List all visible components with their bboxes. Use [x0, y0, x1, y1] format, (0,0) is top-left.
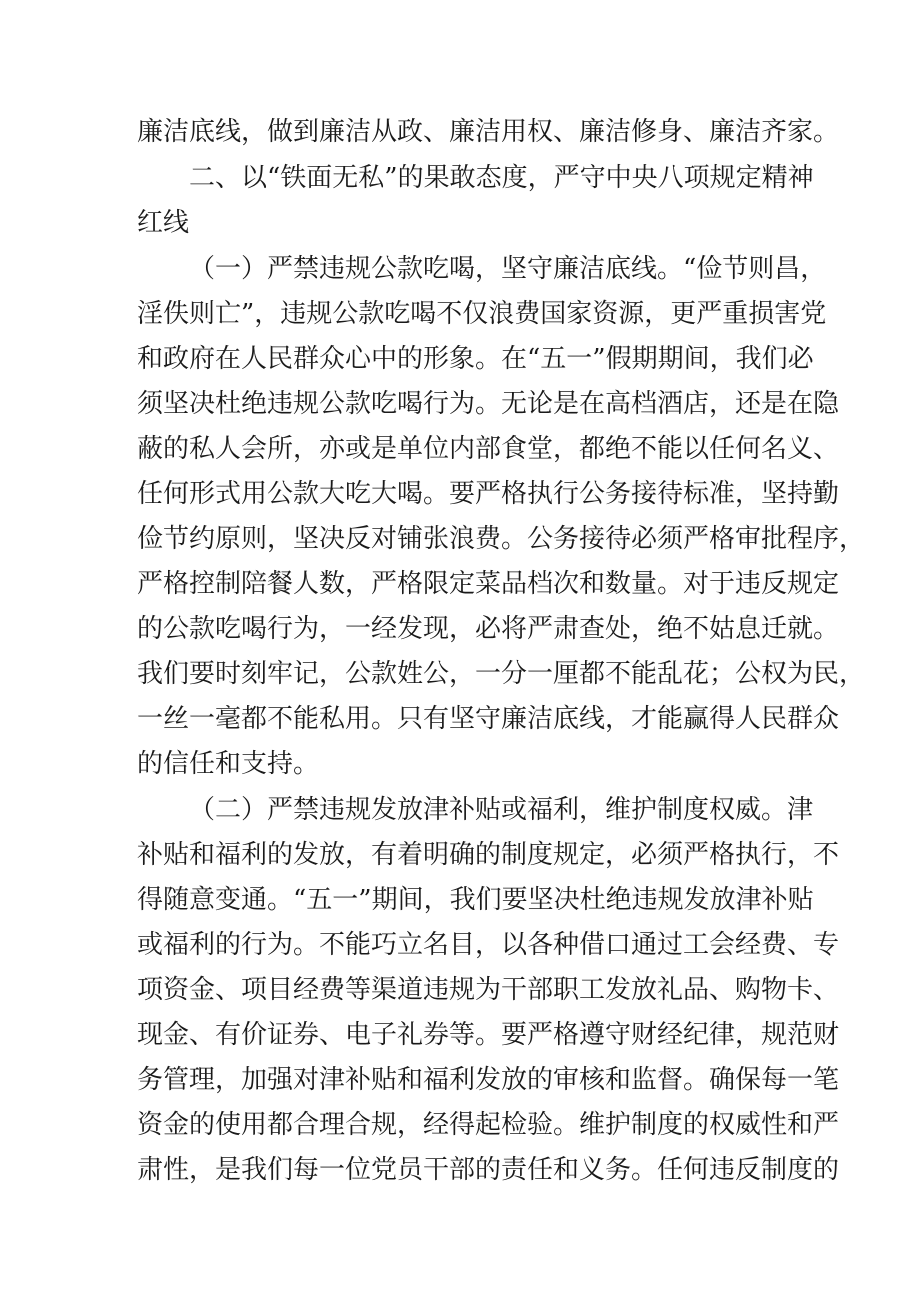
- text-line: 得随意变通。“五一”期间，我们要坚决杜绝违规发放津补贴: [137, 885, 814, 915]
- text-line: 任何形式用公款大吃大喝。要严格执行公务接待标准，坚持勤: [137, 479, 840, 509]
- text-line: 须坚决杜绝违规公款吃喝行为。无论是在高档酒店，还是在隐: [137, 389, 840, 419]
- subsection-heading-line: （一）严禁违规公款吃喝，坚守廉洁底线。“俭节则昌，: [189, 254, 827, 284]
- text-line: 的公款吃喝行为，一经发现，必将严肃查处，绝不姑息迁就。: [137, 614, 840, 644]
- text-line: 廉洁底线，做到廉洁从政、廉洁用权、廉洁修身、廉洁齐家。: [137, 117, 840, 147]
- text-line: 资金的使用都合理合规，经得起检验。维护制度的权威性和严: [137, 1110, 840, 1140]
- text-line: 我们要时刻牢记，公款姓公，一分一厘都不能乱花；公权为民，: [137, 659, 866, 689]
- text-line: 一丝一毫都不能私用。只有坚守廉洁底线，才能赢得人民群众: [137, 704, 840, 734]
- text-line: 和政府在人民群众心中的形象。在“五一”假期期间，我们必: [137, 344, 814, 374]
- subsection-heading-line: （二）严禁违规发放津补贴或福利，维护制度权威。津: [189, 795, 814, 825]
- section-heading-line: 二、以“铁面无私”的果敢态度，严守中央八项规定精神: [189, 163, 814, 193]
- text-line: 现金、有价证券、电子礼券等。要严格遵守财经纪律，规范财: [137, 1020, 840, 1050]
- text-line: 的信任和支持。: [137, 749, 320, 779]
- text-line: 务管理，加强对津补贴和福利发放的审核和监督。确保每一笔: [137, 1065, 840, 1095]
- text-line: 严格控制陪餐人数，严格限定菜品档次和数量。对于违反规定: [137, 569, 840, 599]
- text-line: 淫佚则亡”，违规公款吃喝不仅浪费国家资源，更严重损害党: [137, 299, 827, 329]
- text-line: 俭节约原则，坚决反对铺张浪费。公务接待必须严格审批程序，: [137, 524, 866, 554]
- text-line: 项资金、项目经费等渠道违规为干部职工发放礼品、购物卡、: [137, 975, 840, 1005]
- text-line: 补贴和福利的发放，有着明确的制度规定，必须严格执行，不: [137, 840, 840, 870]
- text-line: 或福利的行为。不能巧立名目，以各种借口通过工会经费、专: [137, 930, 840, 960]
- section-heading-line: 红线: [137, 208, 190, 238]
- text-line: 肃性，是我们每一位党员干部的责任和义务。任何违反制度的: [137, 1155, 840, 1185]
- text-line: 蔽的私人会所，亦或是单位内部食堂，都绝不能以任何名义、: [137, 434, 840, 464]
